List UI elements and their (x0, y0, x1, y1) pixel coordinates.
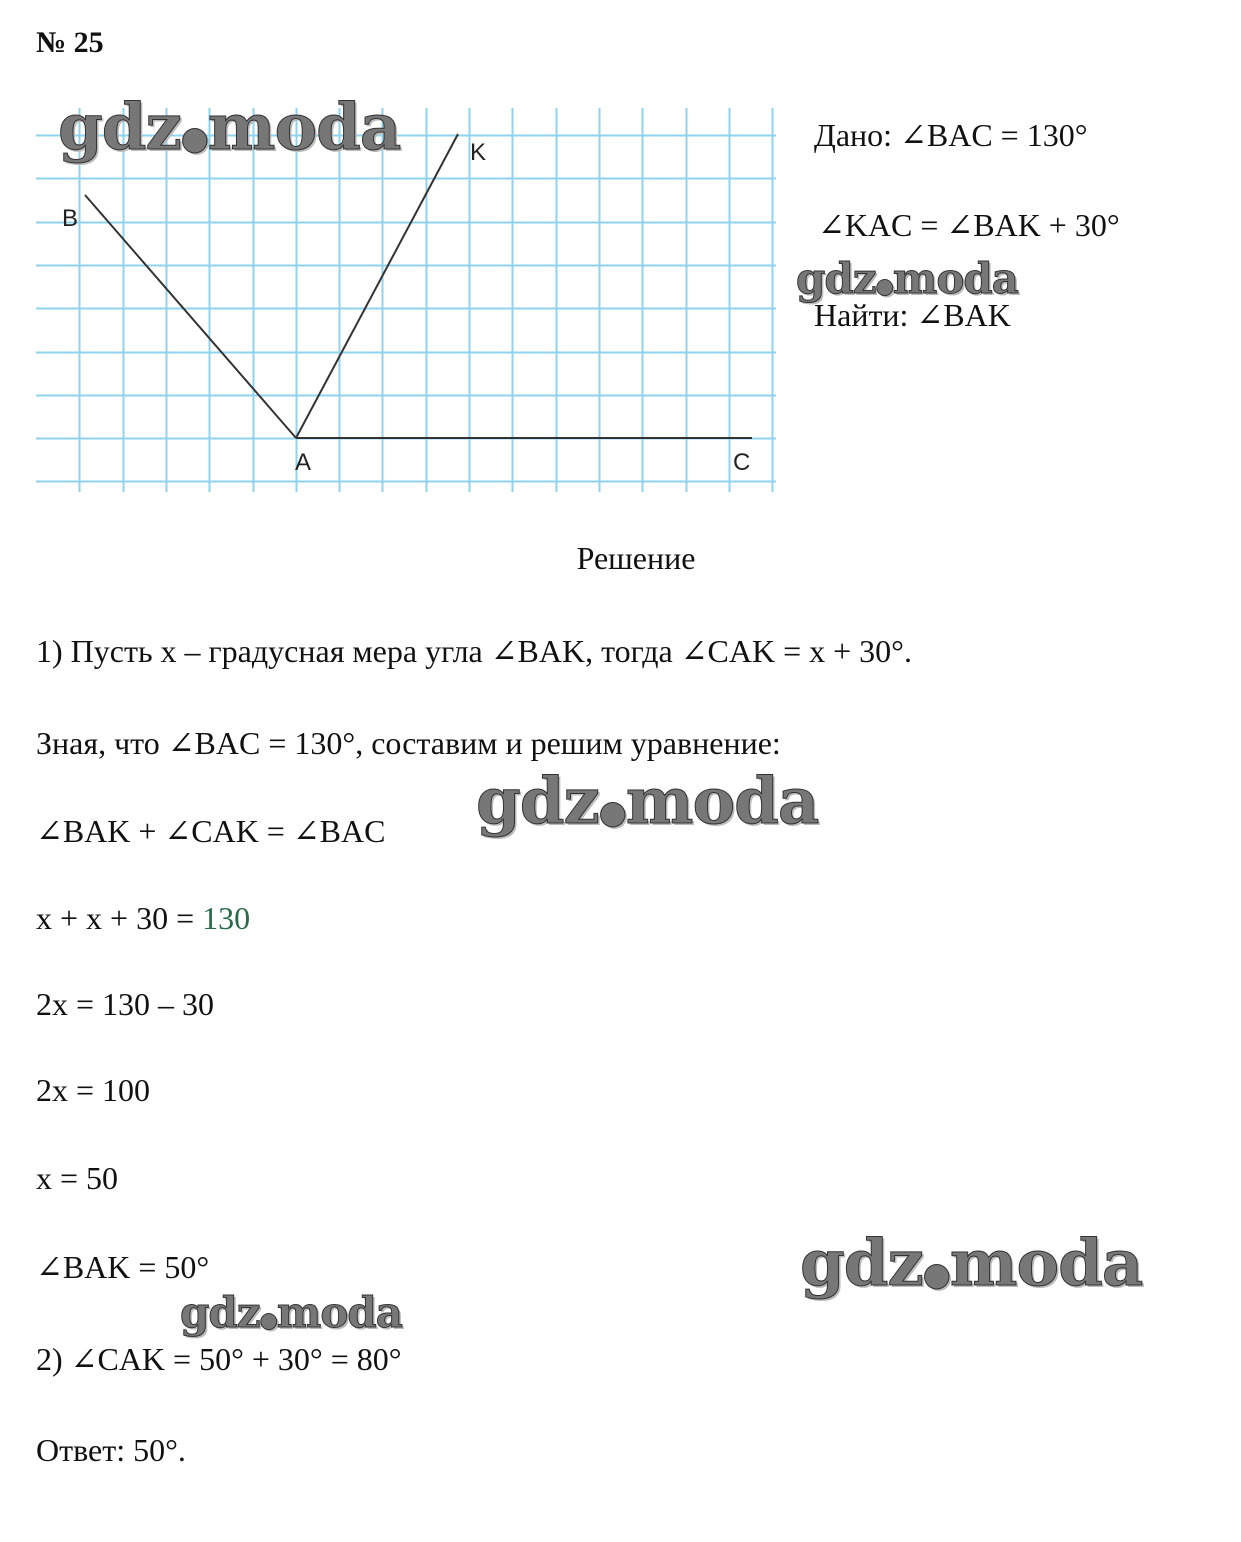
equation-2-right: 130 (202, 900, 251, 936)
label-b: B (62, 205, 79, 232)
equation-2-left: х + х + 30 = (36, 900, 203, 936)
equation-4: 2х = 100 (36, 1072, 151, 1108)
watermark-1: gdz●moda (58, 90, 401, 165)
task-number: № 25 (36, 26, 104, 59)
label-a: A (295, 449, 312, 476)
watermark-5: gdz●moda (180, 1288, 402, 1337)
watermark-2: gdz●moda (796, 254, 1018, 303)
solution-heading: Решение (576, 540, 696, 576)
answer: Ответ: 50°. (36, 1432, 186, 1468)
equation-5: х = 50 (36, 1160, 119, 1196)
ray-ab (85, 195, 296, 438)
step-1: 1) Пусть х – градусная мера угла ∠BAK, тогда ∠CAK = х + 30°. (36, 633, 912, 669)
equation-2 (36, 900, 250, 937)
equation-3: 2х = 130 – 30 (36, 986, 215, 1022)
geometry-figure (36, 108, 776, 492)
label-c: C (733, 449, 751, 476)
equation-1: ∠BAK + ∠CAK = ∠BAC (36, 813, 386, 849)
watermark-4: gdz●moda (800, 1226, 1143, 1301)
ray-ak (296, 134, 458, 438)
label-k: K (470, 139, 487, 166)
given-line-2: ∠KAC = ∠BAK + 30° (818, 207, 1120, 243)
grid-drawing (36, 108, 776, 492)
step-2: 2) ∠CAK = 50° + 30° = 80° (36, 1341, 402, 1377)
step-1-equation-intro: Зная, что ∠BAC = 130°, составим и решим уравнение: (36, 725, 781, 761)
given-line-1: Дано: ∠BAC = 130° (814, 117, 1088, 153)
find-line: Найти: ∠BAK (814, 297, 1011, 333)
watermark-3: gdz●moda (476, 764, 819, 839)
grid-lines (36, 108, 776, 492)
equation-6: ∠BAK = 50° (36, 1249, 210, 1285)
